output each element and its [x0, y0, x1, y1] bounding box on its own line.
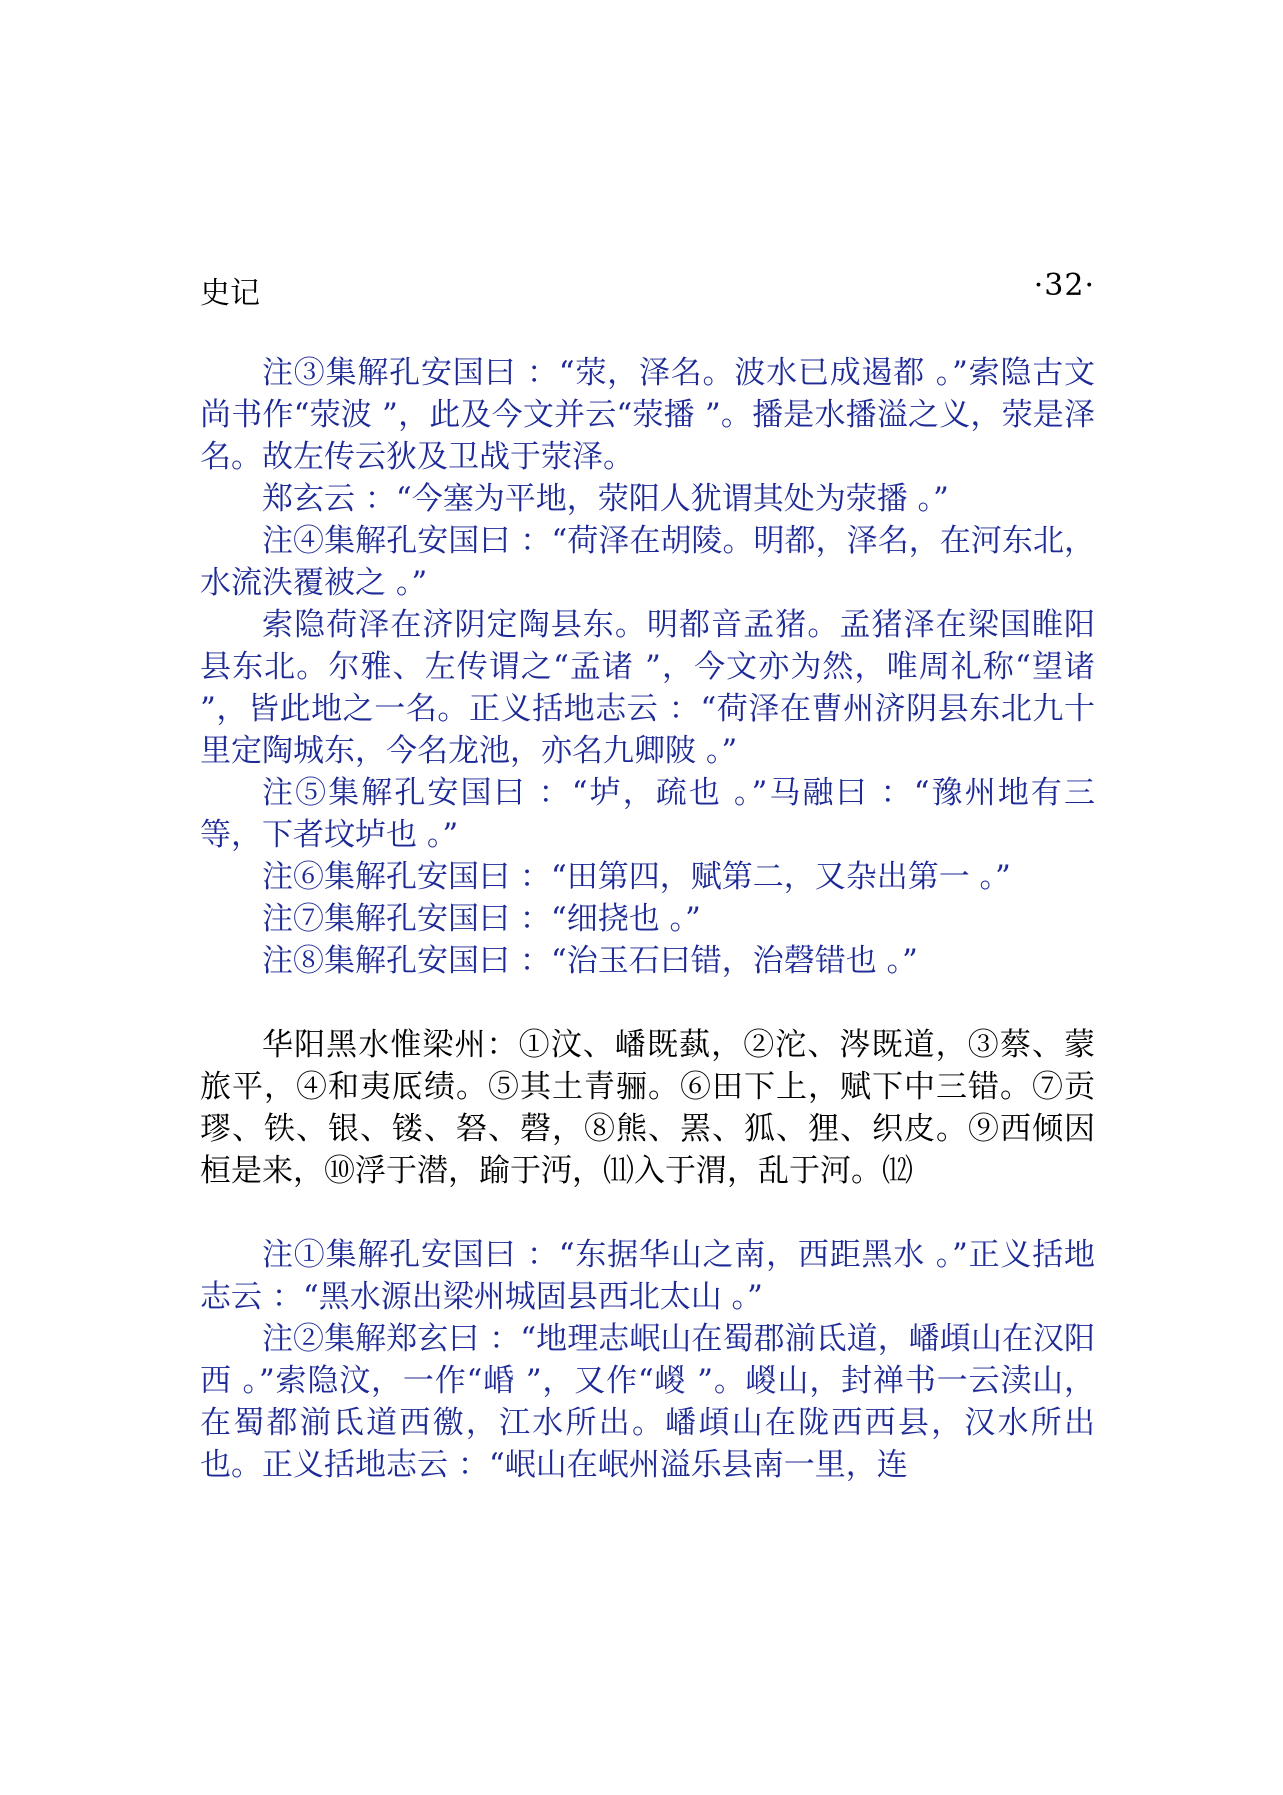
note-paragraph: 郑玄云 ：“今塞为平地，荥阳人犹谓其处为荥播 。”	[262, 481, 949, 517]
note-paragraph: 注③集解孔安国曰 ：“荥，泽名。波水已成遏都 。”索隐古文尚书作“荥波 ”，此及今文并云“荥播 ”。播是水播溢之义，荥是泽名。故左传云狄及卫战于荥泽。	[200, 355, 1095, 475]
note-paragraph: 注⑧集解孔安国曰 ：“治玉石曰错，治磬错也 。”	[262, 943, 918, 979]
note-paragraph: 注②集解郑玄曰 ：“地理志岷山在蜀郡湔氐道，嶓頉山在汉阳西 。”索隐汶，一作“崏 ”，又作“嵕 ”。嵕山，封禅书一云渎山，在蜀都湔氐道西徼，江水所出。嶓頉山在陇西西县，汉水所出也。正义括地志云 ：“岷山在岷州溢乐县南一里，连	[200, 1321, 1095, 1483]
note-paragraph: 索隐荷泽在济阴定陶县东。明都音孟猪。孟猪泽在梁国睢阳县东北。尔雅、左传谓之“孟诸 ”，今文亦为然，唯周礼称“望诸 ”，皆此地之一名。正义括地志云 ：“荷泽在曹州济阴县东北九十里定陶城东，今名龙池，亦名九卿陂 。”	[200, 607, 1095, 769]
page-body	[200, 352, 1095, 1486]
note-paragraph: 注④集解孔安国曰 ：“荷泽在胡陵。明都，泽名，在河东北，水流泆覆被之 。”	[200, 523, 1095, 601]
book-title: 史记	[200, 276, 260, 311]
note-paragraph: 注⑥集解孔安国曰 ：“田第四，赋第二，又杂出第一 。”	[262, 859, 1011, 895]
page-number: ·32·	[1033, 268, 1095, 303]
note-paragraph: 注⑦集解孔安国曰 ：“细挠也 。”	[262, 901, 701, 937]
page-header	[200, 268, 1095, 311]
note-paragraph: 注①集解孔安国曰 ：“东据华山之南，西距黑水 。”正义括地志云 ：“黑水源出梁州城固县西北太山 。”	[200, 1237, 1095, 1315]
main-text-paragraph: 华阳黑水惟梁州：①汶、嶓既蓺，②沱、涔既道，③蔡、蒙旅平，④和夷厎绩。⑤其土青骊。⑥田下上，赋下中三错。⑦贡璆、铁、银、镂、砮、磬，⑧熊、罴、狐、狸、织皮。⑨西倾因桓是来，⑩浮于潜，踰于沔，⑾入于渭，乱于河。⑿	[200, 1027, 1095, 1189]
note-paragraph: 注⑤集解孔安国曰 ：“垆，疏也 。”马融曰 ：“豫州地有三等，下者坟垆也 。”	[200, 775, 1095, 853]
